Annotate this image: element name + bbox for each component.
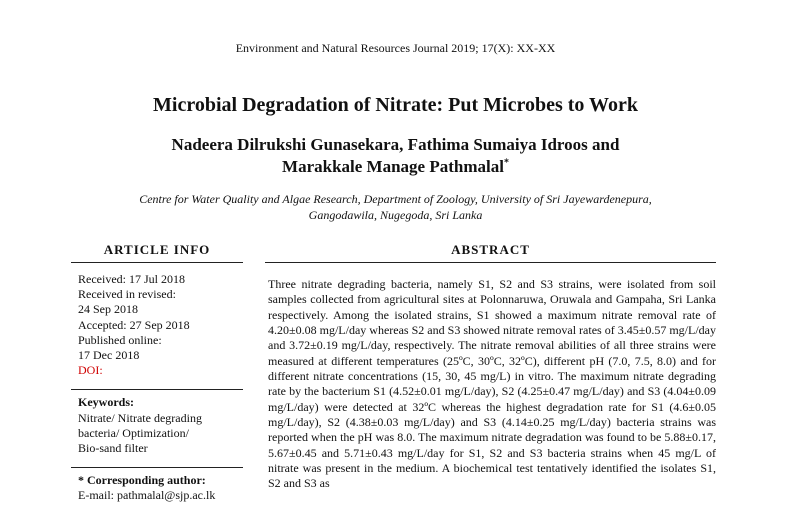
received-revised-date: 24 Sep 2018 bbox=[78, 302, 138, 317]
keywords-heading: Keywords: bbox=[78, 395, 134, 410]
doi-link[interactable]: DOI: bbox=[78, 363, 103, 378]
abstract-heading: ABSTRACT bbox=[265, 237, 716, 263]
author-list bbox=[0, 134, 791, 178]
keywords-line-3: Bio-sand filter bbox=[78, 441, 148, 456]
received-revised-label: Received in revised: bbox=[78, 287, 176, 302]
received-date: Received: 17 Jul 2018 bbox=[78, 272, 185, 286]
article-info-column bbox=[71, 237, 243, 504]
authors-line-1: Nadeera Dilrukshi Gunasekara, Fathima Sumaiya Idroos and bbox=[171, 135, 620, 154]
info-divider-2 bbox=[71, 467, 243, 468]
info-divider-1 bbox=[71, 389, 243, 390]
abstract-column bbox=[265, 237, 716, 492]
corresponding-email[interactable]: E-mail: pathmalal@sjp.ac.lk bbox=[78, 488, 216, 503]
published-label: Published online: bbox=[78, 332, 162, 347]
article-dates bbox=[71, 272, 243, 378]
abstract-body: Three nitrate degrading bacteria, namely S1, S2 and S3 strains, were isolated from soil samples collected from agricultural sites at Polonnaruwa, Oruwala and Gampaha, Sri Lanka respectively. Among the isolated strains, S1 showed a maximum nitrate removal rate of 4.20±0.08 mg/L/day whereas S2 and S3 showed nitrate removal rates of 3.45±0.57 mg/L/day and 3.72±0.19 mg/L/day, respectively. The nitrate removal abilities of all three strains were measured at different temperatures (25ºC, 30ºC, 32ºC), different pH (7.0, 7.5, 8.0) and for different nitrate concentrations (15, 30, 45 mg/L) in vitro. The maximum nitrate degrading rate by the bacterium S1 (4.52±0.01 mg/L/day), S2 (4.25±0.47 mg/L/day) and S3 (4.04±0.09 mg/L/day) were detected at 32ºC whereas the highest degradation rate for S1 (4.6±0.05 mg/L/day), S2 (4.38±0.03 mg/L/day) and S3 (4.14±0.25 mg/L/day) bacteria strains was reported when the pH was 8.0. The maximum nitrate degradation was found to be 5.88±0.17, 5.67±0.45 and 5.71±0.43 mg/L/day for S1, S2 and S3 bacteria strains when 45 mg/L of nitrate was present in the medium. A biochemical test tentatively identified the isolates S1, S2 and S3 as bbox=[268, 277, 716, 491]
article-info-heading: ARTICLE INFO bbox=[71, 237, 243, 263]
corresponding-mark: * bbox=[503, 157, 509, 169]
corresponding-author-heading: * Corresponding author: bbox=[78, 473, 206, 488]
keywords-section bbox=[71, 395, 243, 456]
corresponding-author-section bbox=[71, 473, 243, 503]
keywords-line-2: bacteria/ Optimization/ bbox=[78, 425, 189, 440]
keywords-line-1: Nitrate/ Nitrate degrading bbox=[78, 410, 202, 425]
affiliation bbox=[0, 191, 791, 223]
accepted-date: Accepted: 27 Sep 2018 bbox=[78, 317, 190, 332]
affiliation-line-1: Centre for Water Quality and Algae Research, Department of Zoology, University of Sri Jayewardenepura, bbox=[139, 192, 652, 206]
author-last: Marakkale Manage Pathmalal bbox=[282, 157, 504, 176]
authors-line-2 bbox=[0, 156, 791, 178]
affiliation-line-2: Gangodawila, Nugegoda, Sri Lanka bbox=[308, 208, 483, 222]
journal-header: Environment and Natural Resources Journal 2019; 17(X): XX-XX bbox=[235, 41, 556, 55]
article-title: Microbial Degradation of Nitrate: Put Microbes to Work bbox=[153, 94, 638, 116]
published-date: 17 Dec 2018 bbox=[78, 348, 140, 363]
